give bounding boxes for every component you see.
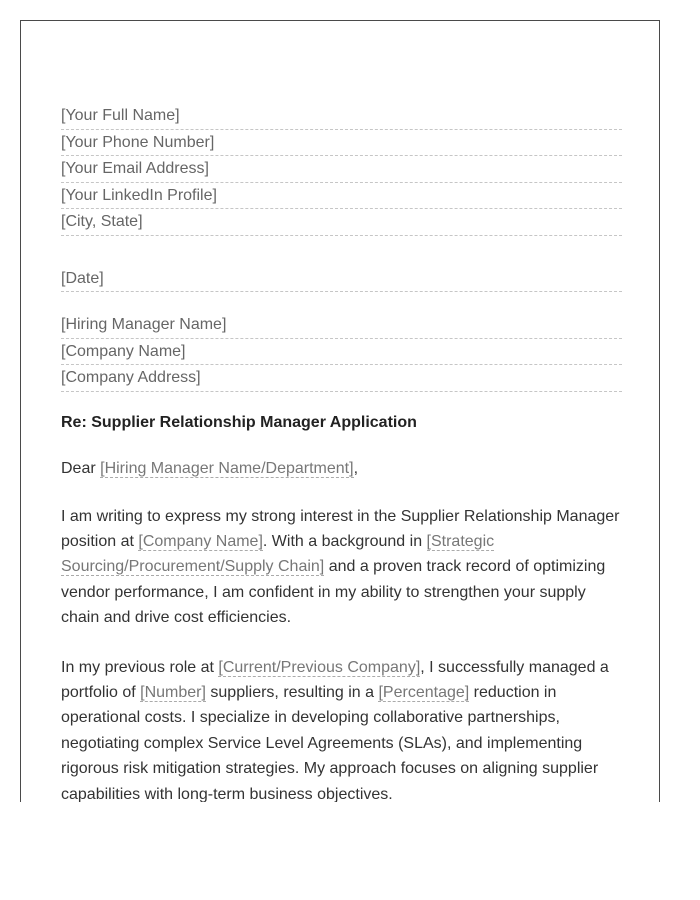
paragraph-text: , I successfully managed a portfolio of [61,658,609,701]
spacer [61,236,622,266]
sender-full-name-field[interactable]: [Your Full Name] [61,103,622,130]
paragraph-text: In my previous role at [61,658,219,676]
company-name-placeholder[interactable]: [Company Name] [138,532,263,550]
body-paragraph-2 [61,655,622,802]
salutation-prefix: Dear [61,459,101,477]
sender-email-field[interactable]: [Your Email Address] [61,156,622,183]
salutation-placeholder[interactable]: [Hiring Manager Name/Department] [100,459,354,477]
previous-company-placeholder[interactable]: [Current/Previous Company] [218,658,421,676]
paragraph-text: reduction in operational costs. I specialize in developing collaborative partnerships, negotiating complex Service Level Agreements (SLAs), and implementing rigorous risk mitigation strategies. My approach focuses on aligning supplier capabilities with long-term business objectives. [61,683,599,802]
sender-block [61,103,622,236]
number-placeholder[interactable]: [Number] [140,683,206,701]
document-page [20,20,660,802]
paragraph-text: I am writing to express my strong interest in the Supplier Relationship Manager position at [61,507,620,550]
paragraph-text: suppliers, resulting in a [205,683,379,701]
paragraph-text: and a proven track record of optimizing vendor performance, I am confident in my ability to strengthen your supply chain and drive cost efficiencies. [61,558,606,627]
sender-linkedin-field[interactable]: [Your LinkedIn Profile] [61,183,622,210]
sender-city-state-field[interactable]: [City, State] [61,209,622,236]
salutation-suffix: , [353,459,359,477]
salutation [61,458,622,480]
sender-phone-field[interactable]: [Your Phone Number] [61,130,622,157]
company-name-field[interactable]: [Company Name] [61,339,622,366]
percentage-placeholder[interactable]: [Percentage] [378,683,470,701]
date-field[interactable]: [Date] [61,266,622,293]
spacer [61,292,622,312]
recipient-block [61,312,622,392]
company-address-field[interactable]: [Company Address] [61,365,622,392]
subject-line: Re: Supplier Relationship Manager Application [61,413,417,431]
body-paragraph-1 [61,504,622,631]
background-placeholder[interactable]: [Strategic Sourcing/Procurement/Supply Chain] [61,532,495,576]
paragraph-text: . With a background in [262,532,427,550]
hiring-manager-field[interactable]: [Hiring Manager Name] [61,312,622,339]
letter-content [61,103,622,802]
